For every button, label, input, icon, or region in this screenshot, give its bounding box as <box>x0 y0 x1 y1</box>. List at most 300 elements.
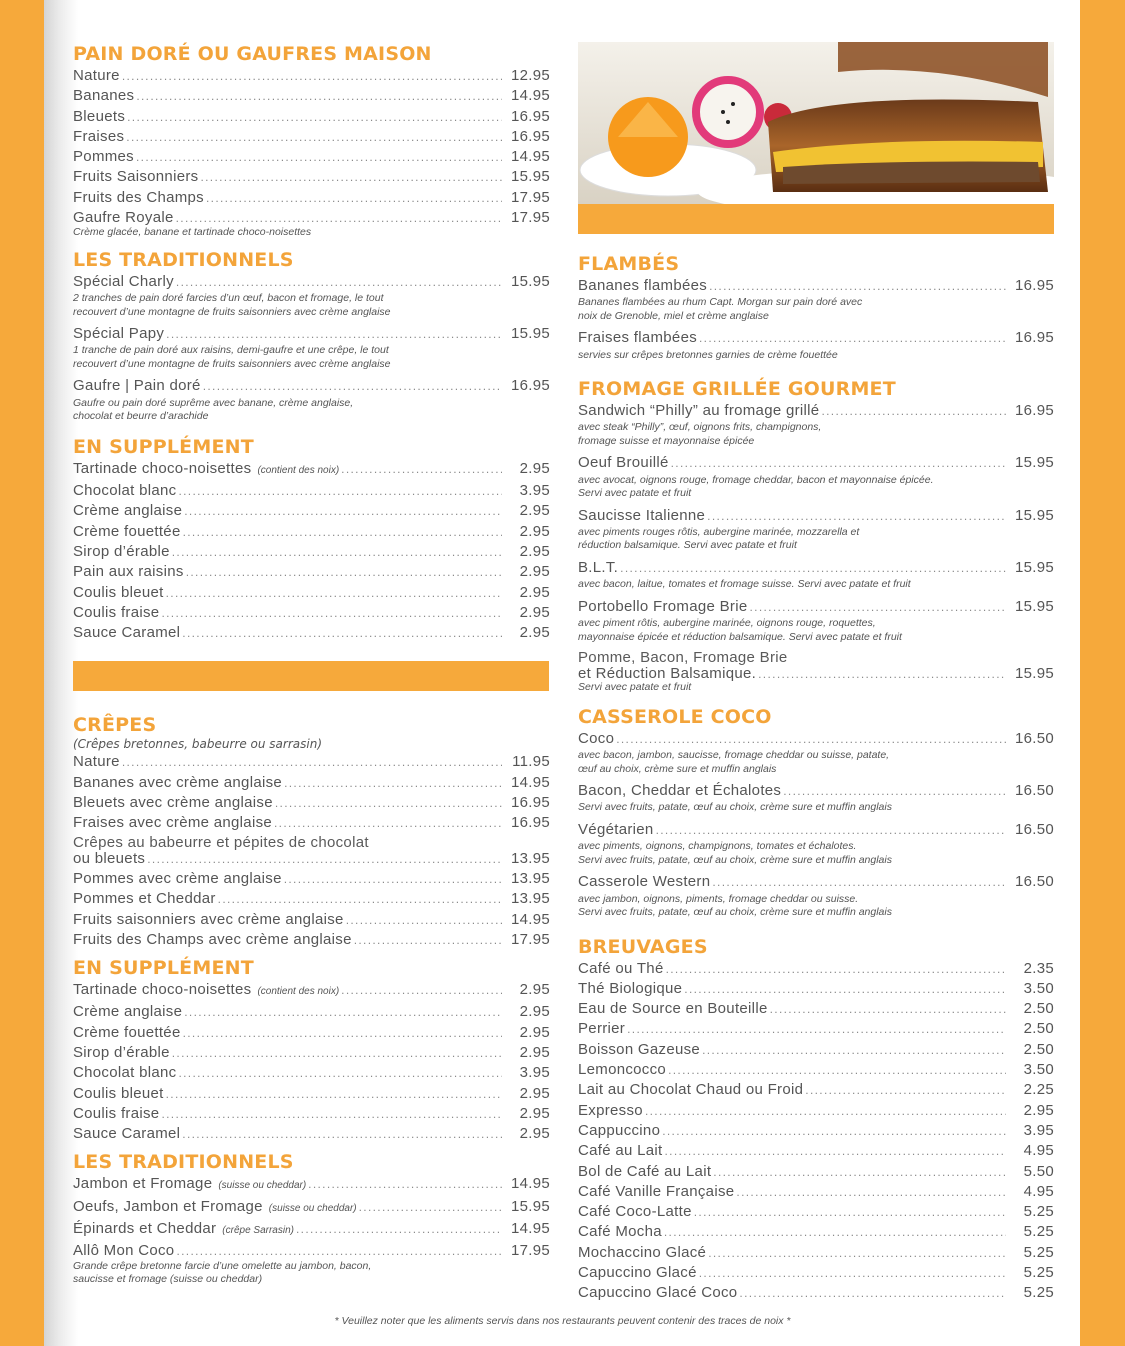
menu-item <box>73 66 550 86</box>
menu-item <box>578 1060 1054 1080</box>
menu-item <box>73 583 550 603</box>
dot-leader <box>684 983 1006 995</box>
item-description: avec piments rouges rôtis, aubergine marinée, mozzarella et <box>578 525 860 538</box>
item-price: 5.25 <box>1023 1243 1054 1261</box>
menu-item <box>73 1219 550 1241</box>
dot-leader <box>127 111 502 123</box>
menu-list <box>73 869 550 950</box>
section-supplement <box>73 435 550 644</box>
dot-leader <box>708 1247 1006 1259</box>
menu-item <box>73 1197 550 1219</box>
item-price: 2.95 <box>519 459 550 477</box>
item-name: Café au Lait <box>578 1142 663 1160</box>
item-price: 15.95 <box>510 168 550 186</box>
menu-item <box>578 1243 1054 1263</box>
item-price: 16.95 <box>510 127 550 145</box>
item-price: 16.95 <box>1014 402 1054 420</box>
menu-list <box>73 1174 550 1261</box>
menu-item <box>73 1174 550 1196</box>
item-name: Coulis bleuet <box>73 1084 164 1102</box>
item-note: (crêpe Sarrasin) <box>222 1225 294 1237</box>
item-price: 14.95 <box>510 1175 550 1193</box>
item-name: Gaufre Royale <box>73 209 174 227</box>
item-name: Thé Biologique <box>578 979 683 997</box>
item-name-line1: Pomme, Bacon, Fromage Brie <box>578 649 788 667</box>
item-price: 2.50 <box>1023 1040 1054 1058</box>
dot-leader <box>178 485 502 497</box>
dot-leader <box>186 566 502 578</box>
menu-list <box>578 959 1054 1304</box>
item-name: Capuccino Glacé <box>578 1264 697 1282</box>
item-price: 4.95 <box>1023 1182 1054 1200</box>
item-name: Café ou Thé <box>578 959 664 977</box>
item-price: 16.95 <box>1014 277 1054 294</box>
item-name: Crème anglaise <box>73 1003 183 1021</box>
menu-item <box>578 979 1054 999</box>
item-name: Fraises <box>73 127 125 145</box>
item-price: 15.95 <box>510 1197 550 1215</box>
item-name: Oeuf Brouillé <box>578 454 669 472</box>
item-description: avec bacon, laitue, tomates et fromage suisse. Servi avec patate et fruit <box>578 578 911 591</box>
item-spacer <box>578 920 1054 925</box>
menu-item <box>73 752 550 772</box>
dot-leader <box>206 192 502 204</box>
item-name: Pommes <box>73 148 134 166</box>
orange-divider-bar <box>73 661 549 691</box>
item-name: Perrier <box>578 1020 626 1038</box>
dot-leader <box>147 853 502 865</box>
dot-leader <box>699 1267 1006 1279</box>
dot-leader <box>274 817 502 829</box>
item-price: 15.95 <box>1014 558 1054 576</box>
item-name: Chocolat blanc <box>73 1064 177 1082</box>
item-price: 2.95 <box>519 1084 550 1102</box>
item-description: mayonnaise épicée et réduction balsamique. Servi avec patate et fruit <box>578 630 902 643</box>
dot-leader <box>161 1108 502 1120</box>
section-title: CASSEROLE COCO <box>578 705 772 728</box>
item-price: 3.50 <box>1023 979 1054 997</box>
menu-item <box>73 127 550 147</box>
dot-leader <box>203 380 502 392</box>
item-name: Gaufre | Pain doré <box>73 377 201 395</box>
item-price: 2.95 <box>519 1125 550 1143</box>
item-note: (contient des noix) <box>257 986 340 998</box>
item-price: 2.50 <box>1023 1000 1054 1018</box>
menu-item <box>578 820 1054 840</box>
dot-leader <box>359 1201 502 1213</box>
item-price: 13.95 <box>510 869 550 887</box>
item-price: 12.95 <box>510 67 550 84</box>
item-name: Épinards et Cheddar <box>73 1220 217 1238</box>
dot-leader <box>184 1006 502 1018</box>
item-name: Nature <box>73 753 120 771</box>
item-name: Bacon, Cheddar et Échalotes <box>578 782 782 800</box>
food-photo-illustration <box>578 42 1054 204</box>
dot-leader <box>712 876 1006 888</box>
item-description: recouvert d’une montagne de fruits saisonniers avec crème anglaise <box>73 305 391 318</box>
menu-item <box>578 1141 1054 1161</box>
dot-leader <box>172 546 502 558</box>
item-name: Crème anglaise <box>73 502 183 520</box>
dot-leader <box>666 963 1006 975</box>
menu-item <box>73 910 550 930</box>
dot-leader <box>656 824 1006 836</box>
item-name: Coulis fraise <box>73 603 160 621</box>
dot-leader <box>758 668 1006 680</box>
item-description: Servi avec patate et fruit <box>578 681 692 694</box>
dot-leader <box>346 914 502 926</box>
item-price: 2.95 <box>519 1003 550 1021</box>
item-description: 1 tranche de pain doré aux raisins, demi-gaufre et une crêpe, le tout <box>73 344 389 357</box>
item-name: Lemoncocco <box>578 1061 667 1079</box>
item-description: avec piment rôtis, aubergine marinée, oignons rouge, roquettes, <box>578 617 876 630</box>
item-name: Chocolat blanc <box>73 482 177 500</box>
item-price: 2.95 <box>519 624 550 642</box>
item-spacer <box>73 424 550 429</box>
item-name: Expresso <box>578 1101 643 1119</box>
item-price: 14.95 <box>510 910 550 928</box>
menu-item <box>73 813 550 833</box>
menu-item <box>578 1121 1054 1141</box>
menu-list <box>73 752 550 833</box>
item-name: Bananes avec crème anglaise <box>73 773 283 791</box>
item-name: Bleuets avec crème anglaise <box>73 794 273 812</box>
item-description: réduction balsamique. Servi avec patate et fruit <box>578 539 797 552</box>
section-title: FROMAGE GRILLÉE GOURMET <box>578 378 896 401</box>
item-price: 5.25 <box>1023 1223 1054 1241</box>
menu-item <box>73 376 550 396</box>
dot-leader <box>662 1125 1006 1137</box>
menu-item <box>73 1084 550 1104</box>
allergen-footnote: * Veuillez noter que les aliments servis dans nos restaurants peuvent contenir des traces de noix * <box>334 1315 791 1327</box>
menu-item <box>73 793 550 813</box>
dot-leader <box>172 1047 502 1059</box>
item-name: Mochaccino Glacé <box>578 1243 707 1261</box>
dot-leader <box>627 1023 1006 1035</box>
menu-item <box>578 597 1054 617</box>
dot-leader <box>713 1166 1006 1178</box>
item-price: 2.95 <box>519 1044 550 1061</box>
menu-item <box>73 1104 550 1124</box>
menu-item <box>73 459 550 481</box>
menu-item <box>73 208 550 228</box>
menu-item <box>578 1162 1054 1182</box>
item-note: (suisse ou cheddar) <box>218 1180 307 1192</box>
item-price: 14.95 <box>510 87 550 105</box>
dot-leader <box>176 1245 502 1257</box>
menu-item <box>578 1040 1054 1060</box>
section-title: LES TRADITIONNELS <box>73 248 294 271</box>
menu-item <box>73 623 550 643</box>
menu-item <box>578 401 1054 421</box>
dot-leader <box>821 405 1006 417</box>
menu-item <box>73 542 550 562</box>
menu-item <box>578 1080 1054 1100</box>
item-price: 4.95 <box>1023 1142 1054 1160</box>
item-price: 5.25 <box>1023 1284 1054 1302</box>
dot-leader <box>166 587 502 599</box>
item-price: 16.50 <box>1014 782 1054 800</box>
item-description: avec steak “Philly”, œuf, oignons frits, champignons, <box>578 421 822 434</box>
item-price: 17.95 <box>510 209 550 227</box>
item-name: Coulis bleuet <box>73 583 164 601</box>
item-name: ou bleuets <box>73 849 146 867</box>
dot-leader <box>341 463 502 475</box>
item-price: 2.50 <box>1023 1020 1054 1038</box>
dot-leader <box>183 526 502 538</box>
menu-item <box>73 1124 550 1144</box>
item-name: Fraises avec crème anglaise <box>73 814 273 832</box>
menu-item <box>578 1222 1054 1242</box>
item-price: 13.95 <box>510 849 550 867</box>
item-name: Fruits Saisonniers <box>73 168 199 186</box>
dot-leader <box>707 510 1006 522</box>
item-name: et Réduction Balsamique. <box>578 665 757 683</box>
section-traditionnels <box>73 248 550 429</box>
dot-leader <box>122 756 502 768</box>
item-name: Sirop d’érable <box>73 542 170 560</box>
orange-photo-bar <box>578 204 1054 234</box>
menu-item <box>73 1023 550 1043</box>
item-price: 14.95 <box>510 1220 550 1238</box>
section-title: PAIN DORÉ OU GAUFRES MAISON <box>73 43 432 65</box>
item-name: Eau de Source en Bouteille <box>578 1000 768 1018</box>
item-price: 15.95 <box>1014 665 1054 683</box>
item-price: 2.25 <box>1023 1081 1054 1099</box>
item-price: 5.25 <box>1023 1203 1054 1221</box>
dot-leader <box>664 1226 1006 1238</box>
item-price: 2.95 <box>1023 1101 1054 1119</box>
section-title: LES TRADITIONNELS <box>73 1151 294 1174</box>
menu-list <box>578 276 1054 367</box>
menu-item <box>578 328 1054 348</box>
item-description: avec jambon, oignons, piments, fromage cheddar ou suisse. <box>578 892 859 905</box>
item-name: Bol de Café au Lait <box>578 1162 712 1180</box>
section-pain-dore <box>73 42 550 240</box>
item-note: (contient des noix) <box>257 464 340 476</box>
dot-leader <box>284 777 502 789</box>
item-description: chocolat et beurre d’arachide <box>73 410 209 423</box>
item-price: 2.95 <box>519 502 550 520</box>
menu-item <box>73 1063 550 1083</box>
item-name: Crème fouettée <box>73 522 181 540</box>
item-description: avec bacon, jambon, saucisse, fromage cheddar ou suisse, patate, <box>578 749 890 762</box>
dot-leader <box>308 1178 502 1190</box>
dot-leader <box>136 90 502 102</box>
menu-item <box>73 1043 550 1063</box>
item-name: Coulis fraise <box>73 1104 160 1122</box>
menu-item <box>578 872 1054 892</box>
menu-item <box>73 562 550 582</box>
dot-leader <box>805 1084 1006 1096</box>
menu-item <box>578 999 1054 1019</box>
dot-leader <box>783 785 1006 797</box>
menu-list <box>73 459 550 644</box>
item-description: fromage suisse et mayonnaise épicée <box>578 434 755 447</box>
dot-leader <box>183 1027 502 1039</box>
item-price: 17.95 <box>510 1242 550 1260</box>
dot-leader <box>200 171 502 183</box>
item-name: Fruits saisonniers avec crème anglaise <box>73 910 344 928</box>
item-price: 3.50 <box>1023 1061 1054 1079</box>
item-name: Pain aux raisins <box>73 563 184 581</box>
section-title: BREUVAGES <box>578 935 708 958</box>
item-name: Jambon et Fromage <box>73 1175 213 1193</box>
item-name: Sauce Caramel <box>73 1125 181 1143</box>
dot-leader <box>161 607 502 619</box>
menu-list <box>73 272 550 429</box>
item-name: Sauce Caramel <box>73 624 181 642</box>
item-name: Boisson Gazeuse <box>578 1040 701 1058</box>
item-name: Nature <box>73 67 120 84</box>
item-price: 2.95 <box>519 1023 550 1041</box>
item-name: Crème fouettée <box>73 1023 181 1041</box>
item-price: 17.95 <box>510 188 550 206</box>
item-name: Coco <box>578 729 615 747</box>
item-price: 16.95 <box>510 107 550 125</box>
dot-leader <box>749 601 1006 613</box>
item-name: Café Vanille Française <box>578 1182 735 1200</box>
menu-item <box>73 930 550 950</box>
item-name: Casserole Western <box>578 873 711 891</box>
item-note: (suisse ou cheddar) <box>268 1202 357 1214</box>
dot-leader <box>166 328 502 340</box>
menu-item <box>578 1283 1054 1303</box>
item-description: avec piments, oignons, champignons, tomates et échalotes. <box>578 840 857 853</box>
menu-item <box>73 603 550 623</box>
item-spacer <box>578 362 1054 367</box>
item-name: Portobello Fromage Brie <box>578 597 748 615</box>
item-price: 15.95 <box>510 325 550 343</box>
menu-item <box>73 481 550 501</box>
dot-leader <box>739 1287 1006 1299</box>
item-name: Fraises flambées <box>578 329 698 347</box>
menu-item <box>578 1019 1054 1039</box>
dot-leader <box>182 627 502 639</box>
item-price: 3.95 <box>519 1064 550 1082</box>
item-price: 15.95 <box>1014 506 1054 524</box>
item-description: Servi avec fruits, patate, œuf au choix, crème sure et muffin anglais <box>578 801 892 814</box>
menu-item <box>73 501 550 521</box>
item-name: Fruits des Champs avec crème anglaise <box>73 930 352 948</box>
dot-leader <box>126 131 502 143</box>
dot-leader <box>665 1145 1007 1157</box>
item-name: Tartinade choco-noisettes <box>73 981 252 999</box>
item-name: Spécial Papy <box>73 325 165 343</box>
item-price: 2.95 <box>519 1104 550 1122</box>
menu-item <box>578 959 1054 979</box>
menu-item <box>578 1182 1054 1202</box>
dot-leader <box>354 934 502 946</box>
dot-leader <box>699 332 1006 344</box>
item-name: Sirop d’érable <box>73 1044 170 1061</box>
item-price: 2.95 <box>519 981 550 999</box>
menu-list <box>73 66 550 228</box>
item-name: Cappuccino <box>578 1121 661 1139</box>
item-name: Bleuets <box>73 107 126 125</box>
item-price: 14.95 <box>510 773 550 791</box>
menu-item <box>73 272 550 292</box>
item-description: noix de Grenoble, miel et crème anglaise <box>578 309 769 322</box>
item-description: servies sur crêpes bretonnes garnies de crème fouettée <box>578 348 838 361</box>
item-name: Saucisse Italienne <box>578 506 706 524</box>
dot-leader <box>694 1206 1006 1218</box>
item-name: Pommes avec crème anglaise <box>73 869 282 887</box>
dot-leader <box>645 1105 1006 1117</box>
item-price: 16.50 <box>1014 820 1054 838</box>
dot-leader <box>182 1128 502 1140</box>
dot-leader <box>122 70 502 82</box>
item-description: recouvert d’une montagne de fruits saisonniers avec crème anglaise <box>73 357 391 370</box>
menu-item <box>578 453 1054 473</box>
menu-item <box>578 558 1054 578</box>
item-name: Végétarien <box>578 820 654 838</box>
item-price: 16.95 <box>510 814 550 832</box>
right-column <box>578 42 1054 1304</box>
menu-item <box>578 1101 1054 1121</box>
item-price: 3.95 <box>519 482 550 500</box>
dot-leader <box>176 276 502 288</box>
item-name: Café Coco-Latte <box>578 1203 692 1221</box>
dot-leader <box>341 984 502 996</box>
item-name: Sandwich “Philly” au fromage grillé <box>578 402 820 420</box>
left-column <box>73 42 550 1287</box>
item-price: 16.95 <box>510 377 550 395</box>
menu-item <box>578 781 1054 801</box>
item-price: 2.95 <box>519 603 550 621</box>
item-price: 16.95 <box>510 794 550 812</box>
item-name: Allô Mon Coco <box>73 1242 175 1260</box>
menu-item <box>73 980 550 1002</box>
menu-item <box>73 86 550 106</box>
item-description: avec avocat, oignons rouge, fromage cheddar, bacon et mayonnaise épicée. <box>578 473 934 486</box>
item-description: Bananes flambées au rhum Capt. Morgan sur pain doré avec <box>578 296 863 309</box>
item-price: 17.95 <box>510 930 550 948</box>
dot-leader <box>616 733 1006 745</box>
item-description: Grande crêpe bretonne farcie d’une omelette au jambon, bacon, <box>73 1259 372 1272</box>
menu-list <box>578 401 1054 649</box>
dot-leader <box>671 457 1006 469</box>
item-name: Spécial Charly <box>73 272 174 290</box>
section-title: EN SUPPLÉMENT <box>73 435 254 458</box>
menu-item <box>73 107 550 127</box>
item-description: Crème glacée, banane et tartinade choco-noisettes <box>73 226 312 239</box>
menu-item <box>73 889 550 909</box>
item-name: Tartinade choco-noisettes <box>73 459 252 477</box>
item-description: œuf au choix, crème sure et muffin anglais <box>578 762 777 775</box>
menu-item <box>73 1241 550 1261</box>
dot-leader <box>136 151 502 163</box>
section-supplement-crepes <box>73 956 550 1144</box>
section-title: EN SUPPLÉMENT <box>73 957 254 980</box>
dot-leader <box>736 1186 1006 1198</box>
item-name: Fruits des Champs <box>73 188 204 206</box>
dot-leader <box>218 893 502 905</box>
section-subtitle: (Crêpes bretonnes, babeurre ou sarrasin) <box>73 737 322 752</box>
item-price: 2.95 <box>519 522 550 540</box>
item-description: Servi avec patate et fruit <box>578 487 692 500</box>
menu-item <box>73 188 550 208</box>
menu-item <box>578 506 1054 526</box>
item-price: 16.50 <box>1014 729 1054 747</box>
menu-list <box>578 729 1054 925</box>
item-price: 2.95 <box>519 563 550 581</box>
section-casserole-coco <box>578 705 1054 925</box>
item-name: Capuccino Glacé Coco <box>578 1284 738 1302</box>
dot-leader <box>620 562 1006 574</box>
food-photo <box>578 42 1054 234</box>
item-price: 15.95 <box>1014 454 1054 472</box>
